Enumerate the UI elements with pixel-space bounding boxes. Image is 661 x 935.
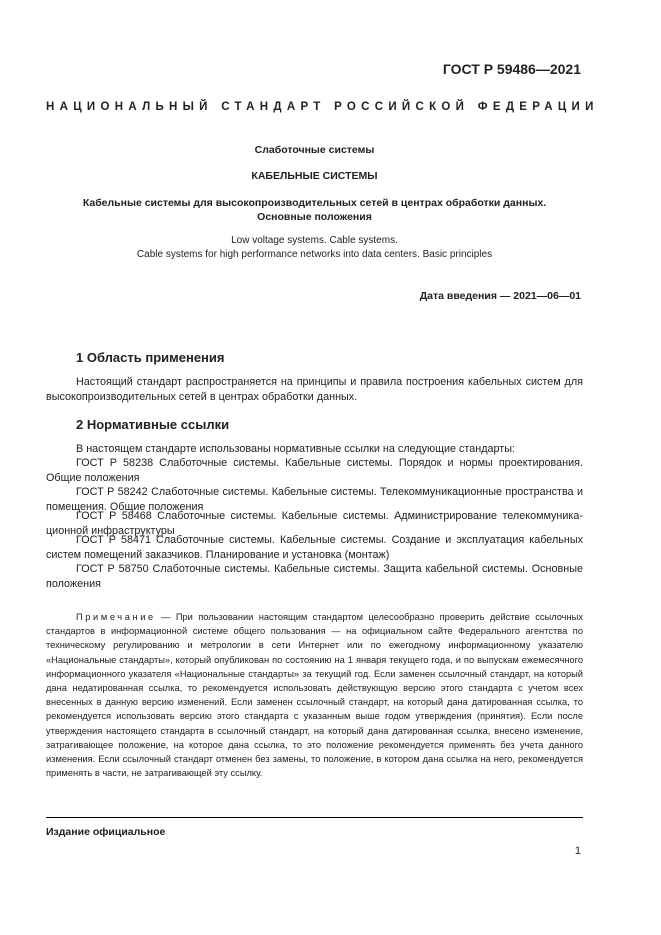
official-edition-label: Издание официальное [46,826,166,838]
section-2-title: 2 Нормативные ссылки [76,417,230,432]
reference-item: ГОСТ Р 58238 Слаботочные системы. Кабельные системы. Порядок и нормы проектирования. Общие положения [46,457,583,484]
reference-item: ГОСТ Р 58750 Слаботочные системы. Кабельные системы. Защита кабельной системы. Основные положения [46,563,583,590]
introduction-date: Дата введения — 2021—06—01 [419,290,581,302]
english-title-line-1: Low voltage systems. Cable systems. [231,235,398,246]
reference-item: ГОСТ Р 58468 Слаботочные системы. Кабельные системы. Администрирование телекоммуника-ционной инфраструктуры [46,510,583,537]
document-full-title [46,196,583,224]
full-title-line-1: Кабельные системы для высокопроизводительных сетей в центрах обработки данных. [82,197,547,209]
national-standard-heading: НАЦИОНАЛЬНЫЙ СТАНДАРТ РОССИЙСКОЙ ФЕДЕРАЦИИ [46,101,599,113]
document-title: КАБЕЛЬНЫЕ СИСТЕМЫ [251,170,378,182]
note-paragraph [46,610,583,780]
section-2-intro: В настоящем стандарте использованы нормативные ссылки на следующие стандарты: [76,443,515,455]
page-number: 1 [574,845,581,857]
full-title-line-2: Основные положения [257,211,372,223]
document-number: ГОСТ Р 59486—2021 [442,61,581,77]
section-1-title: 1 Область применения [76,350,225,365]
note-text: — При пользовании настоящим стандартом целесообразно проверить действие ссылочных стандартов в информационной системе общего пользования — на официальном сайте Федерального агентства по техническому регулированию и метрологии в сети Интернет или по ежегодному информационному указателю «Национальные стандарты», который опубликован по состоянию на 1 января текущего года, и по выпускам ежемесячного информационного указателя «Национальные стандарты» за текущий год. Если заменен ссылочный стандарт, на который дана недатированная ссылка, то рекомендуется использовать действующую версию этого стандарта с учетом всех внесенных в данную версию изменений. Если заменен ссылочный стандарт, на который дана датированная ссылка, то рекомендуется использовать версию этого стандарта с указанным выше годом утверждения (принятия). Если после утверждения настоящего стандарта в ссылочный стандарт, на который дана датированная ссылка, внесено изменение, затрагивающее положение, на которое дана ссылка, то это положение рекомендуется применять без учета данного изменения. Если ссылочный стандарт отменен без замены, то положение, в котором дана ссылка на него, рекомендуется применять в части, не затрагивающей эту ссылку. [46,612,583,779]
reference-item: ГОСТ Р 58242 Слаботочные системы. Кабельные системы. Телекоммуникационные пространства и помещения. Общие положения [46,486,583,513]
reference-item: ГОСТ Р 58471 Слаботочные системы. Кабельные системы. Создание и эксплуатация кабельных систем помещений заказчиков. Планирование и установка (монтаж) [46,534,583,561]
english-title-line-2: Cable systems for high performance networks into data centers. Basic principles [136,249,493,260]
section-1-text: Настоящий стандарт распространяется на принципы и правила построения кабельных систем для высокопроизводительных сетей в центрах обработки данных. [46,376,583,403]
note-label: Примечание [76,612,156,622]
footer-divider [46,817,583,818]
english-title [46,234,583,262]
document-subtitle: Слаботочные системы [254,144,375,156]
